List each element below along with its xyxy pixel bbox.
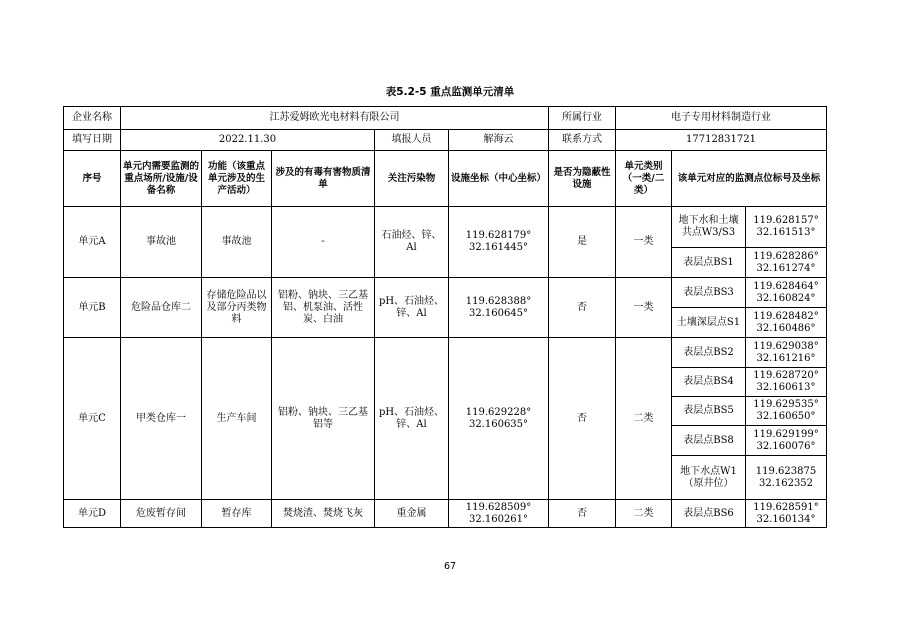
longitude: 119.628157°	[753, 215, 819, 226]
point-name: 表层点BS3	[672, 278, 746, 308]
unit-coords	[449, 500, 549, 528]
unit-pollutants: pH、石油烃、锌、Al	[375, 278, 449, 338]
unit-function: 事故池	[202, 207, 272, 278]
longitude: 119.628388°	[465, 295, 532, 307]
longitude: 119.628509°	[465, 501, 532, 513]
unit-function: 存储危险品以及部分丙类物料	[202, 278, 272, 338]
unit-seq: 单元C	[64, 338, 121, 500]
latitude: 32.161274°	[756, 262, 816, 274]
industry-value: 电子专用材料制造行业	[616, 107, 827, 130]
point-coords	[746, 500, 827, 528]
page-number: 67	[443, 561, 457, 572]
latitude: 32.160650°	[756, 411, 816, 422]
latitude: 32.160486°	[756, 322, 816, 334]
unit-hidden: 是	[549, 207, 616, 278]
header-pollutants: 关注污染物	[375, 151, 449, 207]
unit-category: 二类	[616, 500, 672, 528]
latitude: 32.160261°	[468, 513, 529, 525]
longitude: 119.628286°	[753, 250, 819, 262]
point-name: 表层点BS6	[672, 500, 746, 528]
unit-seq: 单元D	[64, 500, 121, 528]
filler-value: 解海云	[449, 130, 549, 151]
unit-seq: 单元B	[64, 278, 121, 338]
unit-hidden: 否	[549, 338, 616, 500]
latitude: 32.160076°	[756, 440, 816, 452]
point-coords	[746, 397, 827, 426]
unit-pollutants: 石油烃、锌、Al	[375, 207, 449, 278]
point-name: 表层点BS4	[672, 368, 746, 397]
longitude: 119.628591°	[753, 501, 819, 513]
table-row	[64, 500, 827, 528]
unit-substances: -	[272, 207, 375, 278]
longitude: 119.629199°	[753, 428, 819, 440]
header-coords: 设施坐标（中心坐标）	[449, 151, 549, 207]
unit-category: 一类	[616, 278, 672, 338]
latitude: 32.160824°	[756, 292, 816, 304]
table-row	[64, 207, 827, 248]
point-coords	[746, 456, 827, 500]
latitude: 32.161216°	[756, 352, 816, 364]
date-row	[64, 130, 827, 151]
latitude: 32.160613°	[756, 382, 816, 393]
longitude: 119.629535°	[753, 399, 819, 410]
unit-hidden: 否	[549, 500, 616, 528]
unit-place: 危险品仓库二	[121, 278, 202, 338]
contact-value: 17712831721	[616, 130, 827, 151]
longitude: 119.628482°	[753, 310, 819, 322]
table-row	[64, 278, 827, 308]
latitude: 32.160645°	[468, 307, 529, 319]
unit-substances: 铝粉、钠块、三乙基铝等	[272, 338, 375, 500]
point-name: 表层点BS5	[672, 397, 746, 426]
unit-pollutants: pH、石油烃、锌、Al	[375, 338, 449, 500]
longitude: 119.628464°	[753, 280, 819, 292]
company-value: 江苏爱姆欧光电材料有限公司	[121, 107, 549, 130]
unit-function: 暂存库	[202, 500, 272, 528]
unit-place: 事故池	[121, 207, 202, 278]
unit-substances: 焚烧渣、焚烧飞灰	[272, 500, 375, 528]
point-name: 土壤深层点S1	[672, 308, 746, 338]
latitude: 32.160635°	[468, 418, 529, 430]
table-title: 表5.2-5 重点监测单元清单	[385, 86, 515, 98]
header-substances: 涉及的有毒有害物质清单	[272, 151, 375, 207]
unit-seq: 单元A	[64, 207, 121, 278]
point-coords	[746, 368, 827, 397]
point-coords	[746, 338, 827, 368]
industry-label: 所属行业	[549, 107, 616, 130]
header-category: 单元类别（一类/二类）	[616, 151, 672, 207]
unit-category: 一类	[616, 207, 672, 278]
point-name: 表层点BS2	[672, 338, 746, 368]
header-row	[64, 151, 827, 207]
unit-pollutants: 重金属	[375, 500, 449, 528]
point-coords	[746, 248, 827, 278]
longitude: 119.623875	[755, 465, 817, 477]
unit-coords	[449, 338, 549, 500]
company-row	[64, 107, 827, 130]
point-name: 地下水点W1（原井位）	[672, 456, 746, 500]
company-label: 企业名称	[64, 107, 121, 130]
latitude: 32.162352	[758, 477, 814, 489]
longitude: 119.628179°	[465, 230, 532, 241]
header-points: 该单元对应的监测点位标号及坐标	[672, 151, 827, 207]
monitoring-units-table	[63, 106, 827, 528]
latitude: 32.161445°	[468, 242, 529, 253]
header-hidden: 是否为隐蔽性设施	[549, 151, 616, 207]
unit-coords	[449, 278, 549, 338]
table-row	[64, 338, 827, 368]
latitude: 32.160134°	[756, 513, 816, 525]
point-name: 表层点BS1	[672, 248, 746, 278]
unit-coords	[449, 207, 549, 278]
unit-place: 危废暂存间	[121, 500, 202, 528]
header-function: 功能（该重点单元涉及的生产活动）	[202, 151, 272, 207]
unit-category: 二类	[616, 338, 672, 500]
point-coords	[746, 426, 827, 456]
date-value: 2022.11.30	[121, 130, 375, 151]
point-coords	[746, 308, 827, 338]
point-coords	[746, 207, 827, 248]
unit-hidden: 否	[549, 278, 616, 338]
point-name: 地下水和土壤共点W3/S3	[672, 207, 746, 248]
point-coords	[746, 278, 827, 308]
longitude: 119.629228°	[465, 406, 532, 418]
header-place: 单元内需要监测的重点场所/设施/设备名称	[121, 151, 202, 207]
unit-substances: 铝粉、钠块、三乙基铝、机泵油、活性炭、白油	[272, 278, 375, 338]
point-name: 表层点BS8	[672, 426, 746, 456]
unit-place: 甲类仓库一	[121, 338, 202, 500]
header-seq: 序号	[64, 151, 121, 207]
filler-label: 填报人员	[375, 130, 449, 151]
date-label: 填写日期	[64, 130, 121, 151]
latitude: 32.161513°	[756, 227, 816, 238]
longitude: 119.628720°	[753, 370, 819, 381]
longitude: 119.629038°	[753, 340, 819, 352]
unit-function: 生产车间	[202, 338, 272, 500]
contact-label: 联系方式	[549, 130, 616, 151]
